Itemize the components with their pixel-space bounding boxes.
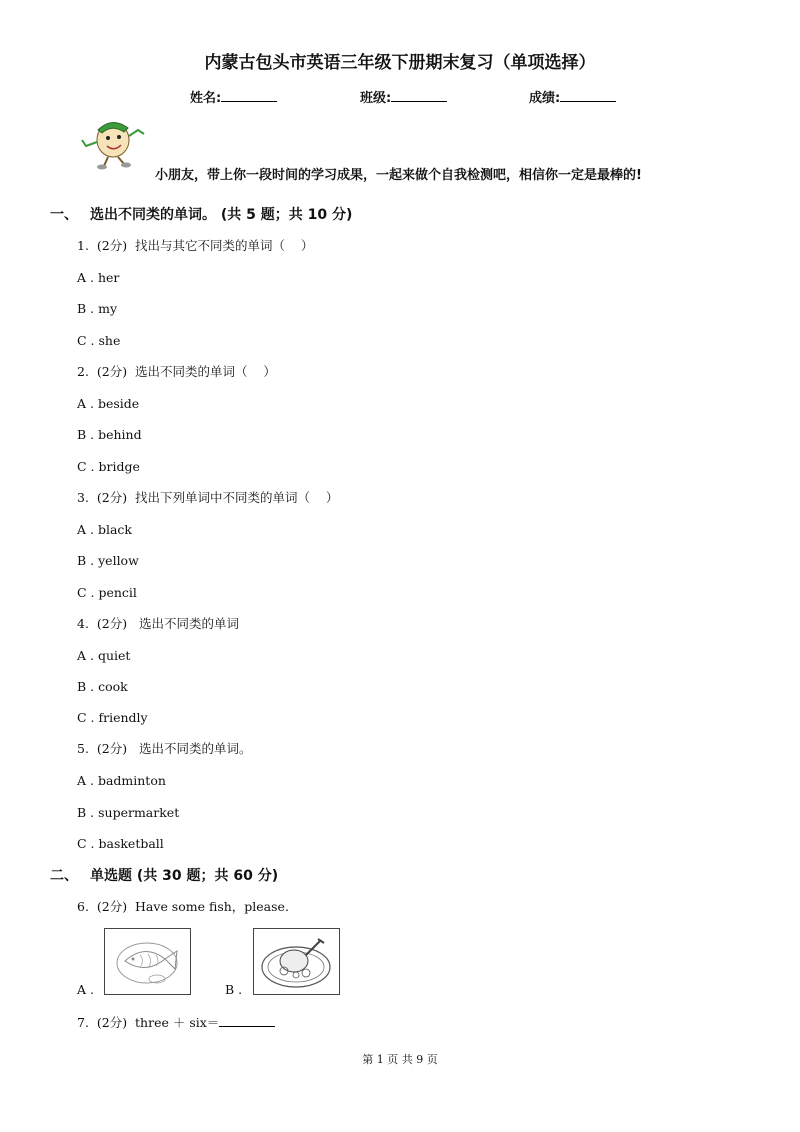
q7-answer-blank[interactable] bbox=[219, 1014, 275, 1027]
score-label: 成绩: bbox=[529, 91, 561, 106]
question-5: 5. (2分) 选出不同类的单词。 bbox=[77, 741, 252, 756]
q5-option-c[interactable]: C . basketball bbox=[77, 836, 164, 851]
q6-option-a[interactable]: A . bbox=[77, 982, 94, 997]
chicken-image[interactable] bbox=[253, 928, 340, 995]
q4-option-b[interactable]: B . cook bbox=[77, 679, 128, 694]
q2-option-b[interactable]: B . behind bbox=[77, 427, 142, 442]
question-4: 4. (2分) 选出不同类的单词 bbox=[77, 616, 239, 631]
section-1-title: 选出不同类的单词。 (共 5 题；共 10 分) bbox=[90, 207, 353, 223]
question-2: 2. (2分) 选出不同类的单词（ ） bbox=[77, 364, 276, 379]
encourage-text: 小朋友，带上你一段时间的学习成果，一起来做个自我检测吧，相信你一定是最棒的! bbox=[155, 168, 642, 183]
fish-icon bbox=[105, 929, 190, 994]
q4-option-a[interactable]: A . quiet bbox=[77, 648, 131, 663]
section-2-num: 二、 bbox=[50, 868, 78, 884]
section-1-num: 一、 bbox=[50, 207, 78, 223]
mascot-icon bbox=[78, 114, 148, 170]
class-field bbox=[360, 87, 447, 106]
section-2-heading bbox=[50, 865, 278, 885]
name-blank bbox=[221, 89, 277, 102]
q1-option-b[interactable]: B . my bbox=[77, 301, 118, 316]
q3-option-a[interactable]: A . black bbox=[77, 522, 132, 537]
q3-option-b[interactable]: B . yellow bbox=[77, 553, 139, 568]
page-title: 内蒙古包头市英语三年级下册期末复习（单项选择） bbox=[204, 53, 596, 73]
page-footer: 第 1 页 共 9 页 bbox=[362, 1053, 438, 1066]
question-1: 1. (2分) 找出与其它不同类的单词（ ） bbox=[77, 238, 314, 253]
question-3: 3. (2分) 找出下列单词中不同类的单词（ ） bbox=[77, 490, 339, 505]
class-blank bbox=[391, 89, 447, 102]
question-6: 6. (2分) Have some fish，please. bbox=[77, 899, 289, 914]
q1-option-a[interactable]: A . her bbox=[77, 270, 120, 285]
name-field bbox=[190, 87, 277, 106]
score-blank bbox=[560, 89, 616, 102]
question-7 bbox=[77, 1013, 275, 1031]
name-label: 姓名: bbox=[190, 91, 222, 106]
q3-option-c[interactable]: C . pencil bbox=[77, 585, 137, 600]
q1-option-c[interactable]: C . she bbox=[77, 333, 121, 348]
q5-option-b[interactable]: B . supermarket bbox=[77, 805, 180, 820]
question-7-text: 7. (2分) three ＋ six＝ bbox=[77, 1015, 220, 1030]
q6-option-b[interactable]: B . bbox=[225, 982, 243, 997]
score-field bbox=[529, 87, 616, 106]
section-2-title: 单选题 (共 30 题；共 60 分) bbox=[90, 868, 279, 884]
section-1-heading bbox=[50, 204, 352, 224]
q5-option-a[interactable]: A . badminton bbox=[77, 773, 166, 788]
roast-chicken-icon bbox=[254, 929, 339, 994]
class-label: 班级: bbox=[360, 91, 392, 106]
q2-option-a[interactable]: A . beside bbox=[77, 396, 140, 411]
q2-option-c[interactable]: C . bridge bbox=[77, 459, 140, 474]
q4-option-c[interactable]: C . friendly bbox=[77, 710, 148, 725]
fish-image[interactable] bbox=[104, 928, 191, 995]
